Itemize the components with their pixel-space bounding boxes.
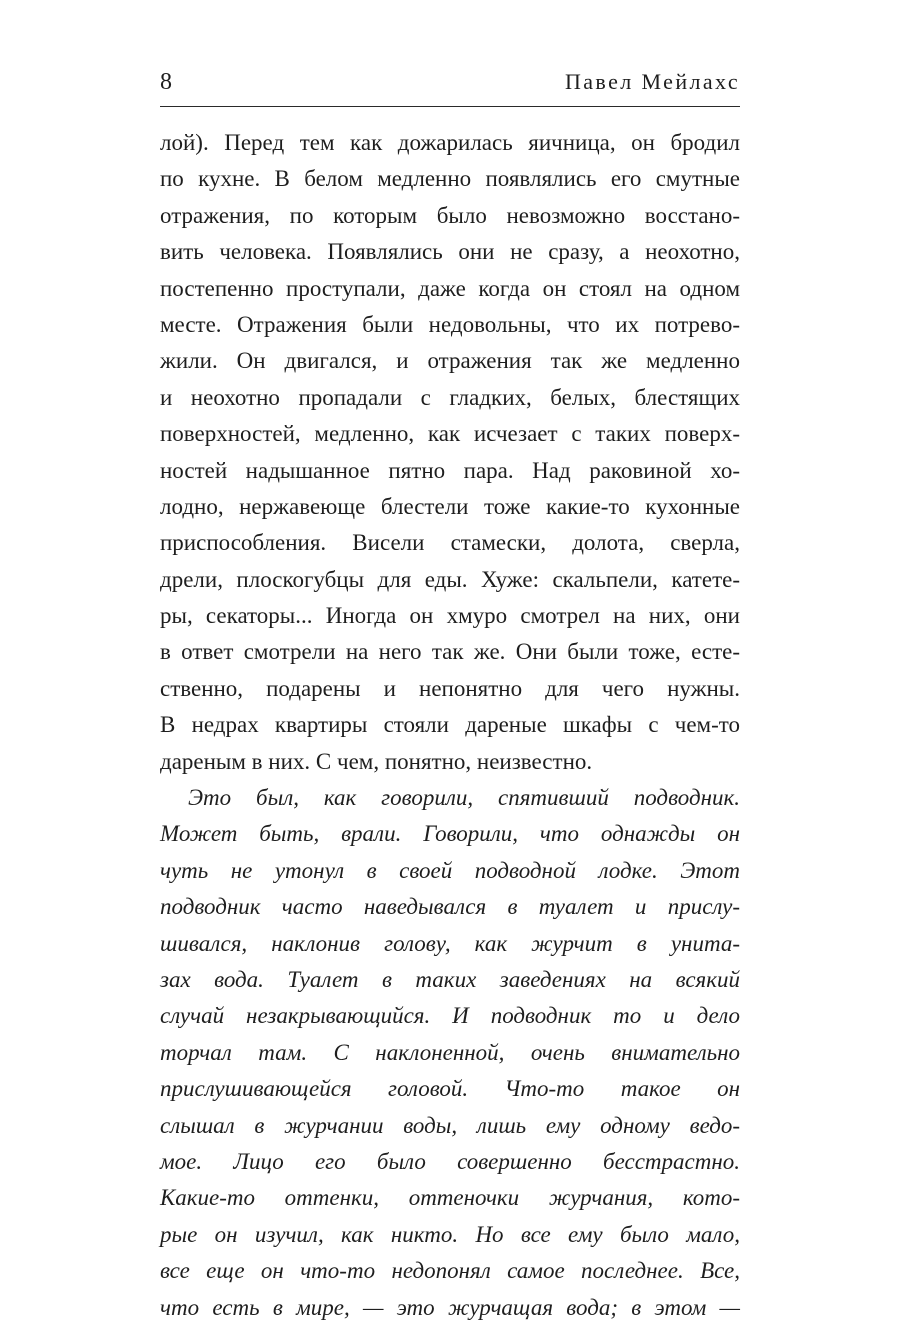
text-line: жили. Он двигался, и отражения так же медленно: [160, 348, 740, 374]
text-line: отражения, по которым было невозможно восстано-: [160, 202, 740, 228]
text-line: поверхностей, медленно, как исчезает с таких поверх-: [160, 421, 740, 447]
text-line: подводник часто наведывался в туалет и прислу-: [160, 894, 740, 920]
text-line: дареным в них. С чем, понятно, неизвестно.: [160, 748, 593, 774]
text-line: зах вода. Туалет в таких заведениях на всякий: [160, 966, 740, 992]
page-number: 8: [160, 69, 172, 95]
text-line: Может быть, врали. Говорили, что однажды он: [160, 821, 740, 847]
text-line: все еще он что-то недопонял самое последнее. Все,: [160, 1258, 740, 1284]
text-line: в ответ смотрели на него так же. Они были тоже, есте-: [160, 639, 740, 665]
body-text: [160, 125, 740, 1326]
text-line: постепенно проступали, даже когда он стоял на одном: [160, 275, 740, 301]
text-line: вить человека. Появлялись они не сразу, а неохотно,: [160, 239, 740, 265]
text-line: ностей надышанное пятно пара. Над раковиной хо-: [160, 457, 740, 483]
text-line: дрели, плоскогубцы для еды. Хуже: скальпели, катете-: [160, 566, 740, 592]
text-line: В недрах квартиры стояли дареные шкафы с чем-то: [160, 712, 740, 738]
text-line: и неохотно пропадали с гладких, белых, блестящих: [160, 384, 740, 410]
text-line: рые он изучил, как никто. Но все ему было мало,: [160, 1221, 740, 1247]
header-divider: [160, 106, 740, 107]
text-line: по кухне. В белом медленно появлялись его смутные: [160, 166, 740, 192]
text-line: шивался, наклонив голову, как журчит в унита-: [160, 930, 740, 956]
text-line: ственно, подарены и непонятно для чего нужны.: [160, 675, 740, 701]
text-line: месте. Отражения были недовольны, что их потрево-: [160, 311, 740, 337]
page-header: [160, 68, 740, 100]
text-line: мое. Лицо его было совершенно бесстрастно.: [160, 1148, 740, 1174]
text-line: ры, секаторы... Иногда он хмуро смотрел на них, они: [160, 603, 740, 629]
paragraph-1: [160, 125, 740, 780]
text-line: чуть не утонул в своей подводной лодке. Этот: [160, 857, 740, 883]
text-line: слышал в журчании воды, лишь ему одному ведо-: [160, 1112, 740, 1138]
text-line: прислушивающейся головой. Что-то такое он: [160, 1076, 740, 1102]
text-line: Какие-то оттенки, оттеночки журчания, кото-: [160, 1185, 740, 1211]
text-line: что есть в мире, — это журчащая вода; в этом —: [160, 1294, 740, 1320]
running-head-author: Павел Мейлахс: [564, 69, 740, 94]
text-line: торчал там. С наклоненной, очень внимательно: [160, 1039, 740, 1065]
text-line: лодно, нержавеюще блестели тоже какие-то кухонные: [160, 493, 740, 519]
paragraph-2: [160, 780, 740, 1326]
text-line: лой). Перед тем как дожарилась яичница, он бродил: [160, 130, 740, 155]
text-line: приспособления. Висели стамески, долота, сверла,: [160, 530, 740, 556]
text-line: случай незакрывающийся. И подводник то и дело: [160, 1003, 740, 1029]
text-line: Это был, как говорили, спятивший подводник.: [188, 785, 740, 811]
